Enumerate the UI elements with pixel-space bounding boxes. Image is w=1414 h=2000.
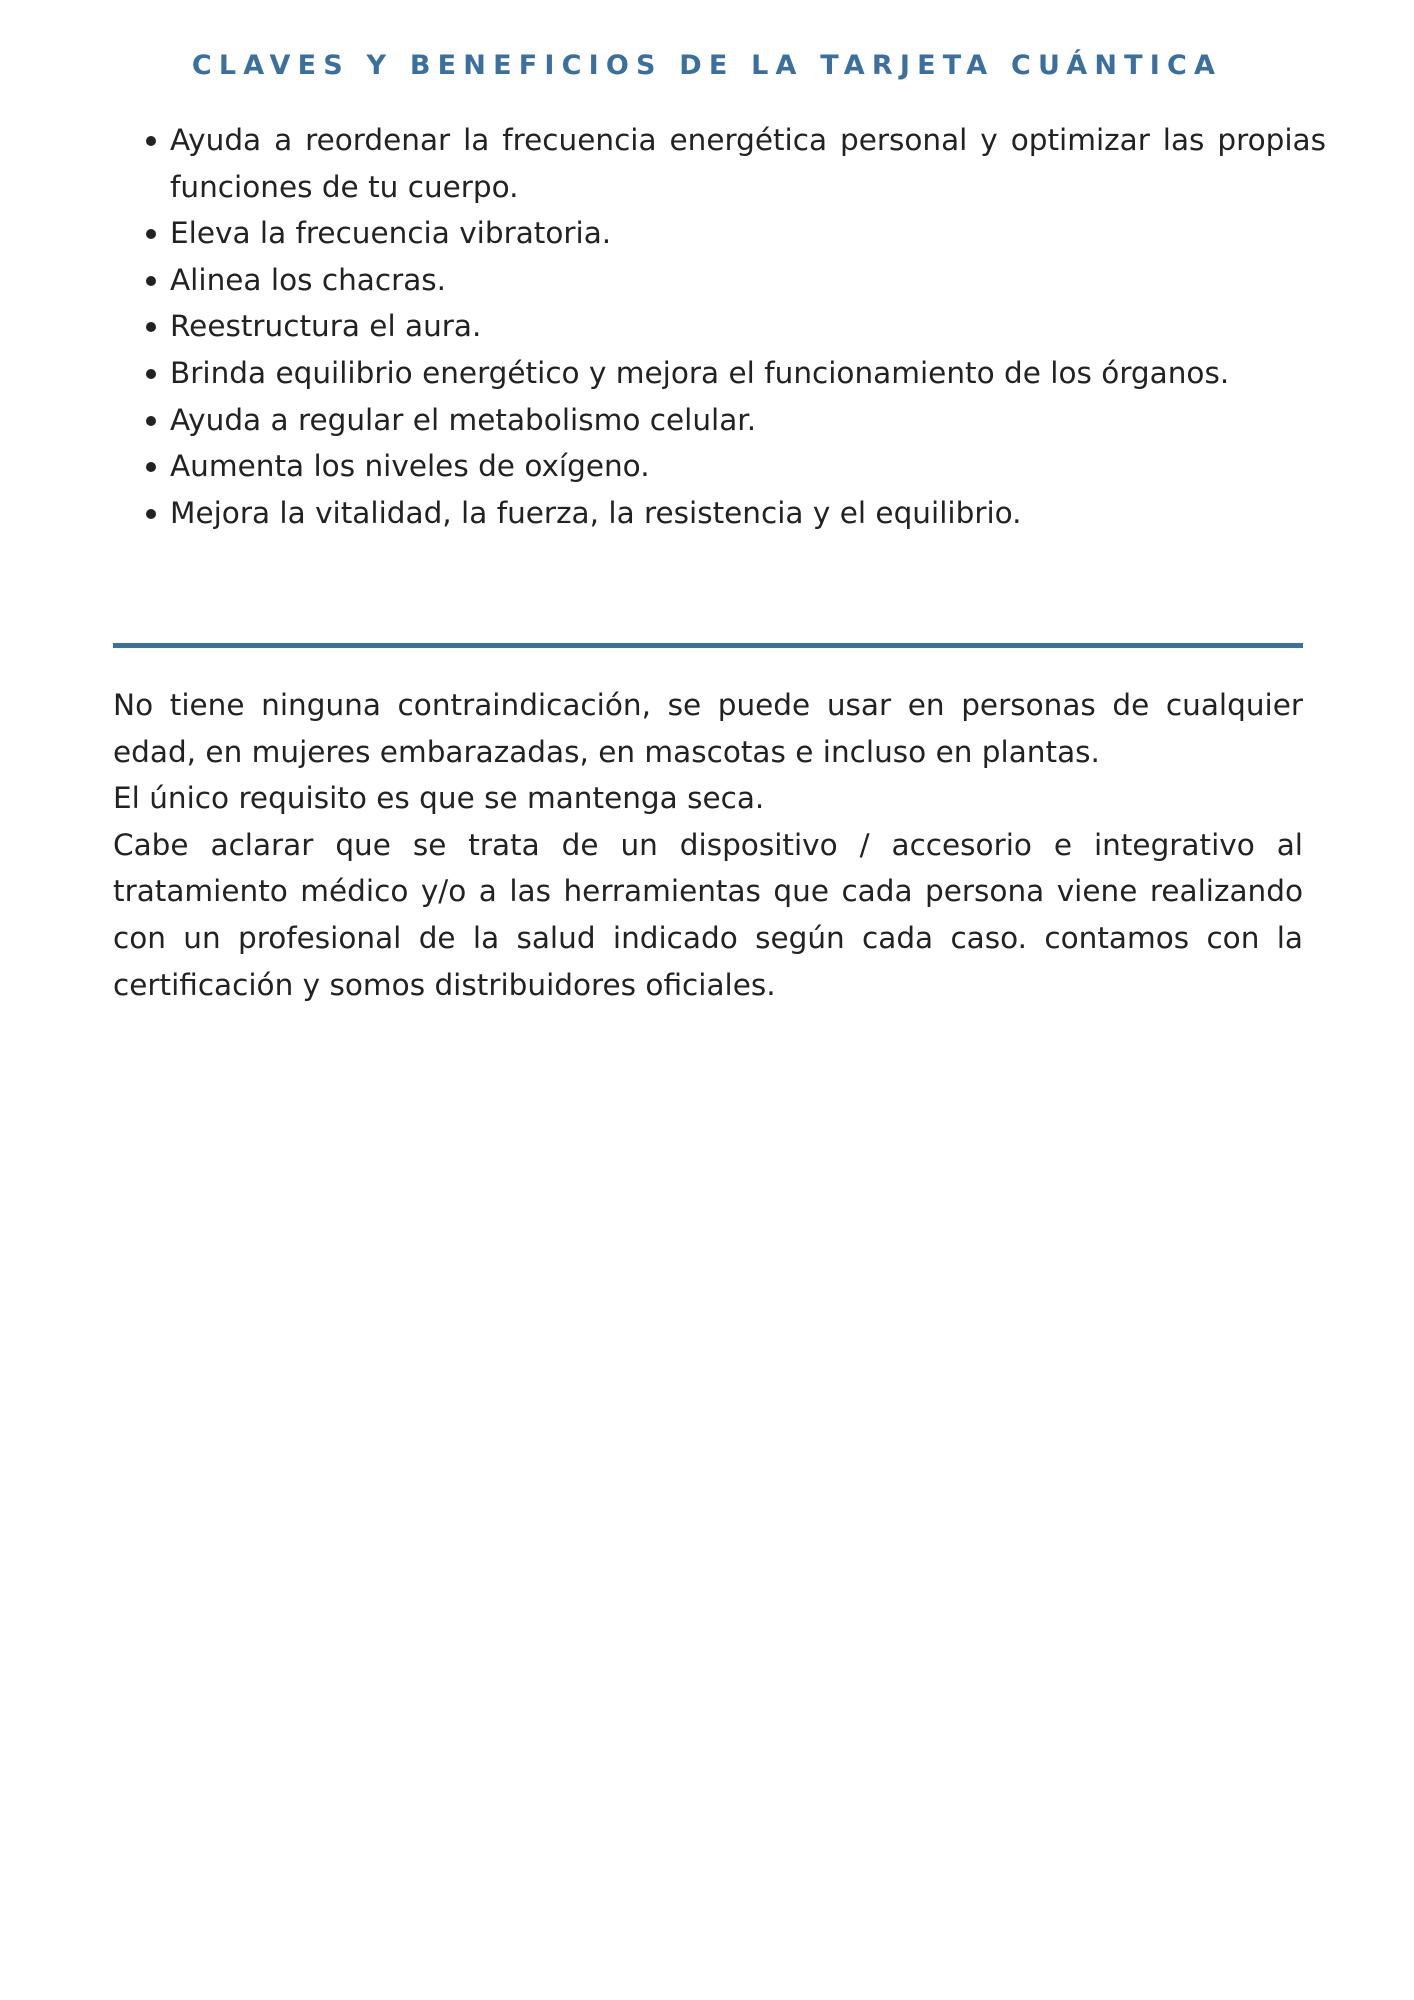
bullet-icon [146,369,156,379]
section-divider [113,643,1303,648]
list-item [170,210,1326,257]
paragraph-contraindications: No tiene ninguna contraindicación, se puede usar en personas de cualquier edad, en mujeres embarazadas, en mascotas e incluso en plantas. [113,688,1303,769]
benefits-list [146,117,1326,536]
page-title: CLAVES Y BENEFICIOS DE LA TARJETA CUÁNTICA [191,50,1223,81]
list-item-text: Aumenta los niveles de oxígeno. [170,449,650,484]
bullet-icon [146,276,156,286]
bullet-icon [146,322,156,332]
paragraph-disclaimer: Cabe aclarar que se trata de un dispositivo / accesorio e integrativo al tratamiento médico y/o a las herramientas que cada persona viene realizando con un profesional de la salud indicado según cada caso. contamos con la certificación y somos distribuidores oficiales. [113,827,1303,1002]
body-text [113,682,1303,1008]
bullet-icon [146,229,156,239]
list-item-text: Alinea los chacras. [170,262,447,297]
list-item [170,350,1326,397]
list-item-text: Reestructura el aura. [170,309,482,344]
list-item-text: Mejora la vitalidad, la fuerza, la resistencia y el equilibrio. [170,495,1022,530]
bullet-icon [146,416,156,426]
paragraph-requirement: El único requisito es que se mantenga seca. [113,781,765,816]
list-item-text: Eleva la frecuencia vibratoria. [170,216,612,251]
list-item [170,117,1326,210]
list-item [170,303,1326,350]
list-item [170,257,1326,304]
bullet-icon [146,136,156,146]
list-item [170,397,1326,444]
list-item [170,443,1326,490]
list-item-text: Brinda equilibrio energético y mejora el funcionamiento de los órganos. [170,355,1230,390]
list-item [170,490,1326,537]
bullet-icon [146,509,156,519]
bullet-icon [146,462,156,472]
list-item-text: Ayuda a regular el metabolismo celular. [170,402,757,437]
list-item-text: Ayuda a reordenar la frecuencia energética personal y optimizar las propias funciones de tu cuerpo. [170,123,1326,204]
